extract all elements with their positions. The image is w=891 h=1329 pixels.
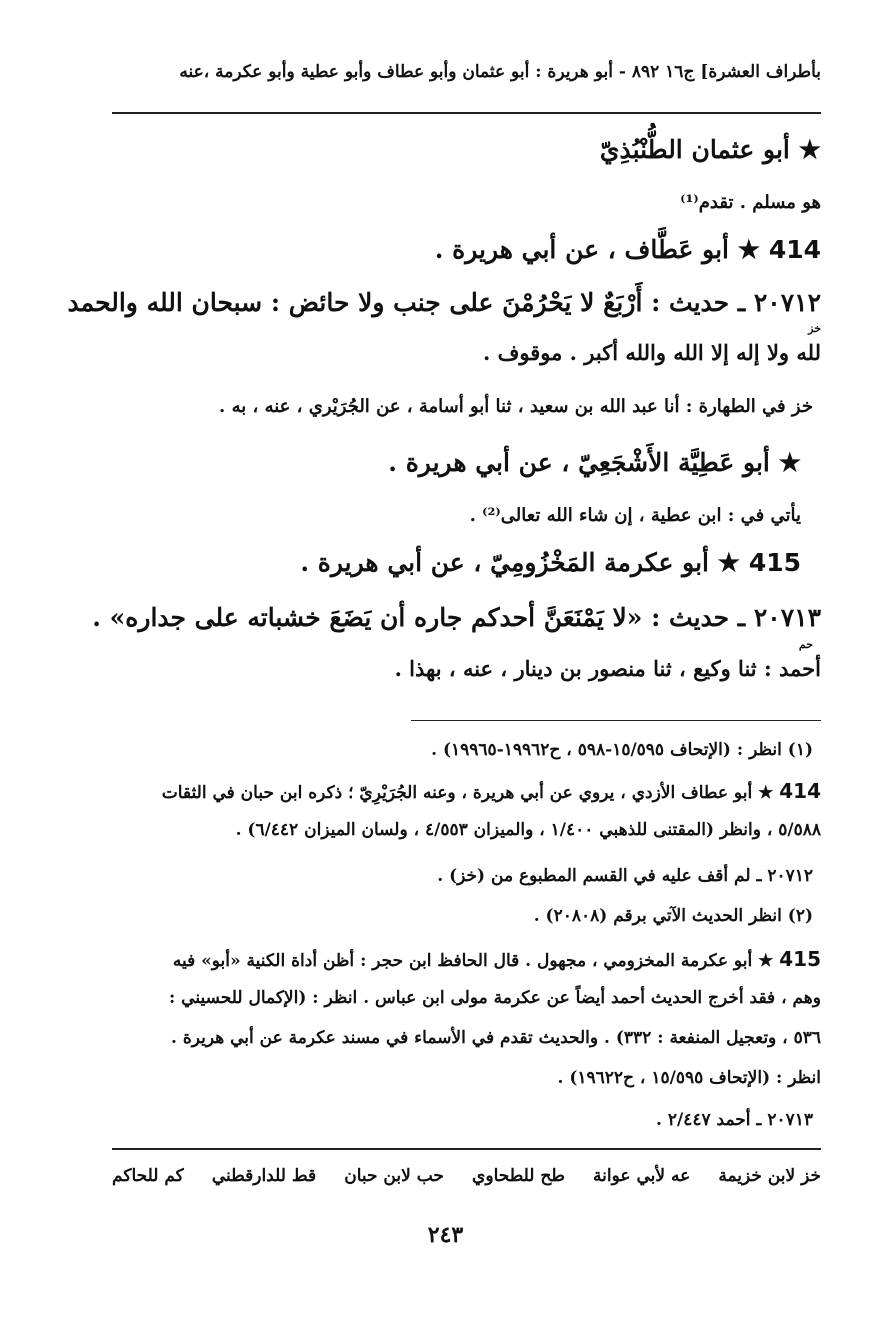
hadith-20712-source: خز في الطهارة : أنا عبد الله بن سعيد ، ثنا أبو أسامة ، عن الجُرَيْري ، عنه ، به .: [219, 396, 813, 417]
footnote-415-line1: [173, 947, 821, 971]
entry-abu-atiyya-title: ★ أبو عَطِيَّة الأَشْجَعِيّ ، عن أبي هريرة .: [388, 448, 801, 477]
hadith-20713-source: أحمد : ثنا وكيع ، ثنا منصور بن دينار ، عنه ، بهذا .: [394, 656, 821, 681]
footnote-1: (١) انظر : (الإتحاف ١٥/٥٩٥-٥٩٨ ، ح١٩٩٦٢-١٩٩٦٥) .: [431, 740, 813, 760]
footnote-414-number: 414: [779, 779, 821, 803]
entry-415-number: 415: [748, 548, 801, 577]
hadith-20712-text: ـ حديث : أَرْبَعٌ لا يَحْرُمْنَ على جنب ولا حائض : سبحان الله والحمد: [67, 288, 746, 317]
entry-415-title: [300, 548, 801, 577]
footnote-20713: ٢٠٧١٣ ـ أحمد ٢/٤٤٧ .: [656, 1110, 813, 1130]
footnote-415-line4: انظر : (الإتحاف ١٥/٥٩٥ ، ح١٩٦٢٢) .: [557, 1068, 821, 1088]
legend-item: خز لابن خزيمة: [718, 1166, 821, 1186]
footnote-415-line3: ٥٣٦ ، وتعجيل المنفعة : ٣٣٢) . والحديث تقدم في الأسماء في مسند عكرمة عن أبي هريرة .: [171, 1028, 821, 1048]
header-rule: [112, 112, 821, 114]
hadith-20712-symbol: خز: [808, 322, 821, 335]
entry-414-text: ★ أبو عَطَّاف ، عن أبي هريرة .: [434, 235, 761, 264]
abbreviation-legend: [112, 1166, 821, 1186]
hadith-20713-text: ـ حديث : «لا يَمْنَعَنَّ أحدكم جاره أن يَضَعَ خشباته على جداره» .: [92, 603, 746, 632]
legend-item: طح للطحاوي: [472, 1166, 565, 1186]
entry-415-text: ★ أبو عكرمة المَخْزُومِيّ ، عن أبي هريرة .: [300, 548, 741, 577]
footnote-415-line2: وهم ، فقد أخرج الحديث أحمد أيضاً عن عكرمة مولى ابن عباس . انظر : (الإكمال للحسيني :: [168, 988, 821, 1008]
hadith-20713-line1: [92, 603, 821, 632]
footnote-2: (٢) انظر الحديث الآتي برقم (٢٠٨٠٨) .: [533, 906, 813, 926]
footnote-rule: [411, 720, 821, 721]
hadith-20713-symbol: حم: [798, 638, 813, 651]
legend-item: حب لابن حبان: [344, 1166, 444, 1186]
legend-rule: [112, 1148, 821, 1150]
entry-414-title: [435, 235, 821, 264]
entry-abu-uthman-title: ★ أبو عثمان الطُّنْبُذِيّ: [599, 135, 821, 164]
footnote-20712: ٢٠٧١٢ ـ لم أقف عليه في القسم المطبوع من (خز) .: [437, 866, 813, 886]
legend-item: قط للدارقطني: [211, 1166, 317, 1186]
hadith-20712-number: ٢٠٧١٢: [753, 288, 821, 317]
footnote-414-line2: ٥/٥٨٨ ، وانظر (المقتنى للذهبي ١/٤٠٠ ، والميزان ٤/٥٥٣ ، ولسان الميزان ٦/٤٤٢) .: [235, 820, 821, 840]
entry-abu-uthman-note: هو مسلم . تقدم⁽¹⁾: [680, 192, 821, 213]
page-number: ٢٤٣: [427, 1222, 464, 1248]
entry-abu-atiyya-note: يأتي في : ابن عطية ، إن شاء الله تعالى⁽²⁾ .: [469, 505, 801, 526]
hadith-20712-line1: [68, 288, 821, 317]
footnote-414-line1: [162, 779, 821, 803]
entry-414-number: 414: [768, 235, 821, 264]
footnote-415-number: 415: [779, 947, 821, 971]
running-header: بأطراف العشرة] ج١٦ ٨٩٢ - أبو هريرة : أبو عثمان وأبو عطاف وأبو عطية وأبو عكرمة ،عنه: [179, 62, 821, 82]
hadith-20712-line2: لله ولا إله إلا الله والله أكبر . موقوف .: [483, 340, 821, 365]
footnote-415-text: ★ أبو عكرمة المخزومي ، مجهول . قال الحافظ ابن حجر : أظن أداة الكنية «أبو» فيه: [172, 951, 774, 971]
legend-item: كم للحاكم: [112, 1166, 184, 1186]
legend-item: عه لأبي عوانة: [593, 1166, 691, 1186]
hadith-20713-number: ٢٠٧١٣: [753, 603, 821, 632]
footnote-414-text: ★ أبو عطاف الأزدي ، يروي عن أبي هريرة ، وعنه الجُرَيْرِيّ ؛ ذكره ابن حبان في الثقات: [161, 783, 774, 803]
